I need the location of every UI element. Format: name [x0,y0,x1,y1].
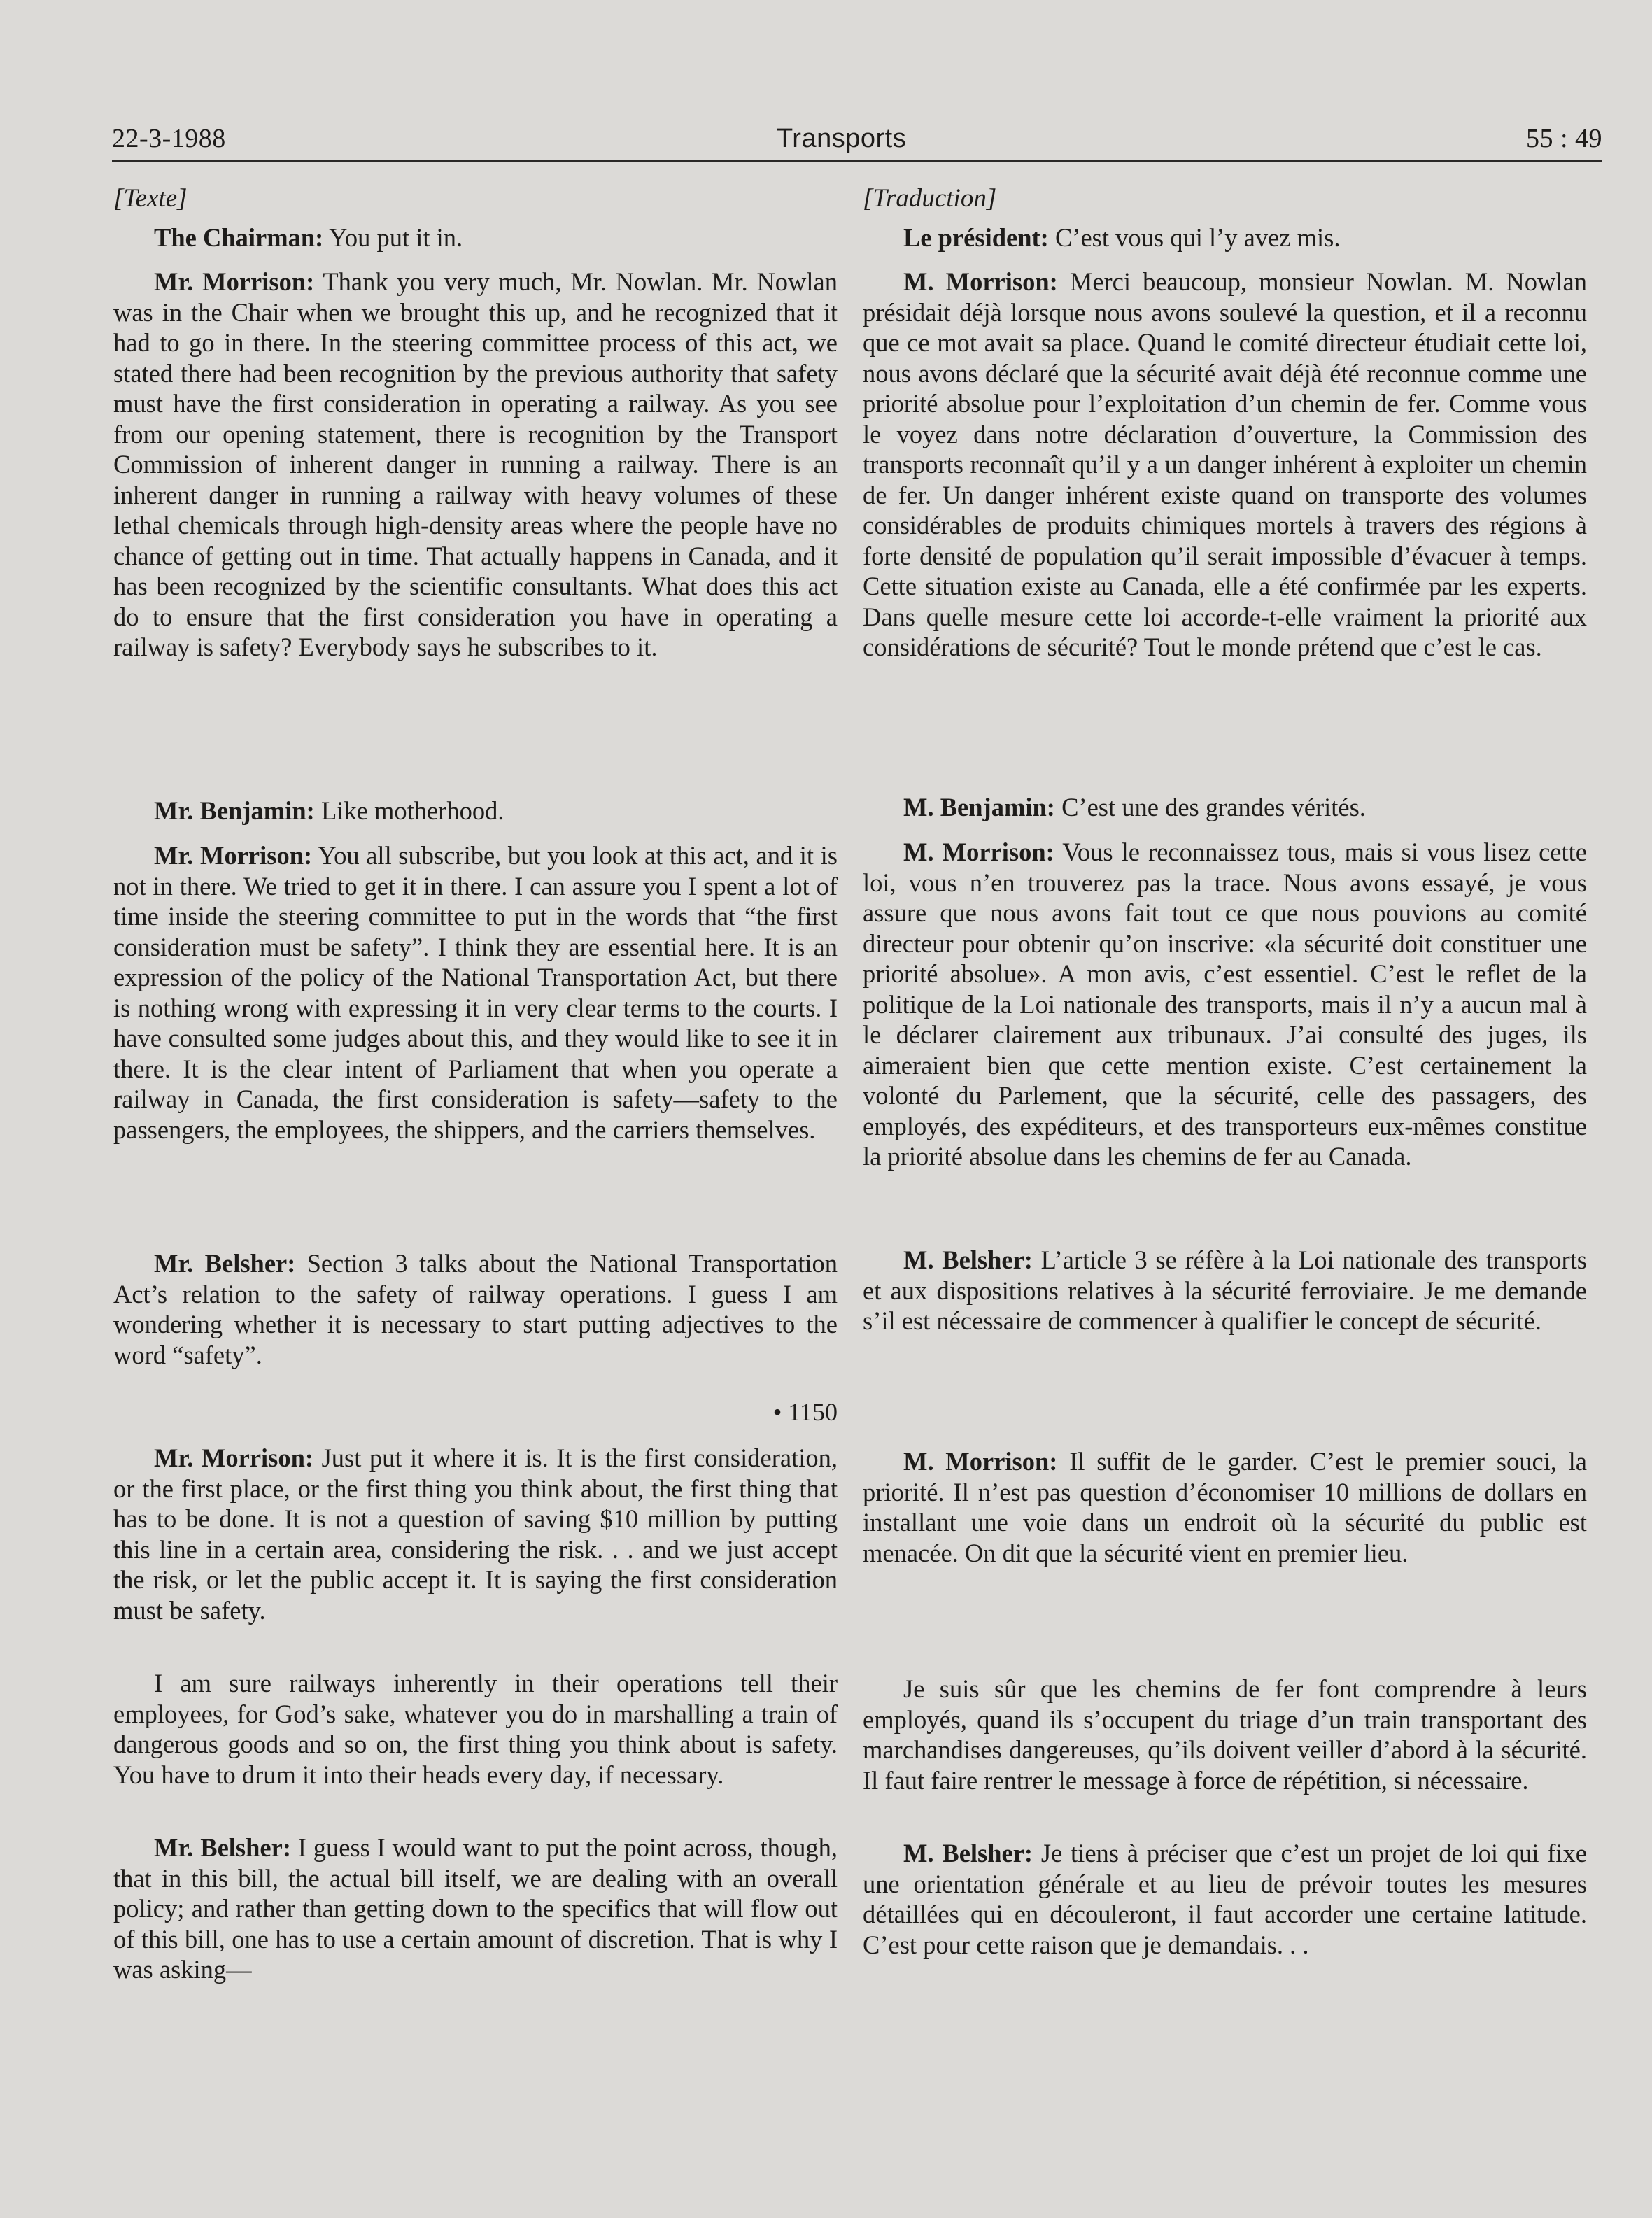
speech-text: C’est vous qui l’y avez mis. [1048,223,1341,252]
paragraph [863,1245,1587,1336]
speech-text: Vous le reconnaissez tous, mais si vous lisez cette loi, vous n’en trouverez pas la trace. Nous avons essayé, je vous assure que nous avons fait tout ce que nous pouvions au comité directeur pour obtenir qu’on inscrive: «la sécurité doit constituer une priorité absolue». A mon avis, c’est essentiel. C’est le reflet de la politique de la Loi nationale des transports, mais il n’y a aucun mal à le déclarer clairement aux tribunaux. J’ai consulté des juges, ils aimeraient bien que cette mention existe. C’est certainement la volonté du Parlement, que la sécurité, celle des passagers, des employés, des expéditeurs, et des transporteurs eux-mêmes constitue la priorité absolue dans les chemins de fer au Canada. [863,838,1587,1171]
speech-text: Il suffit de le garder. C’est le premier souci, la priorité. Il n’est pas question d’économiser 10 millions de dollars en installant une voie dans un endroit où la sécurité du public est menacée. On dit que la sécurité vient en premier lieu. [863,1447,1587,1567]
speech-text: I guess I would want to put the point across, though, that in this bill, the actual bill itself, we are dealing with an overall policy; and rather than getting down to the specifics that will flow out of this bill, one has to use a certain amount of discretion. That is why I was asking— [113,1833,838,1984]
speech-text: You put it in. [323,223,463,252]
language-tag-traduction: [Traduction] [863,184,997,213]
header-rule [112,160,1602,162]
header-date: 22-3-1988 [112,124,226,153]
speaker-name: M. Morrison: [903,267,1058,296]
language-tag-texte: [Texte] [113,184,188,213]
speech-text: Je tiens à préciser que c’est un projet de loi qui fixe une orientation générale et au lieu de prévoir toutes les mesures détaillées qui en découleront, il faut accorder une certaine latitude. C’est pour cette raison que je demandais. . . [863,1839,1587,1959]
speaker-name: Mr. Morrison: [154,1443,314,1472]
paragraph [863,792,1587,823]
speaker-name: Mr. Morrison: [154,267,315,296]
paragraph [863,1446,1587,1568]
speaker-name: M. Benjamin: [903,793,1055,821]
speaker-name: Mr. Benjamin: [154,796,315,825]
paragraph [113,222,838,253]
speech-text: Like motherhood. [314,796,504,825]
speech-text: C’est une des grandes vérités. [1054,793,1366,821]
paragraph [113,1668,838,1790]
speaker-name: M. Belsher: [903,1839,1033,1867]
paragraph [863,837,1587,1172]
speaker-name: Mr. Belsher: [154,1249,296,1278]
paragraph [113,840,838,1145]
speaker-name: M. Belsher: [903,1245,1033,1274]
speaker-name: M. Morrison: [903,1447,1058,1476]
speaker-name: Mr. Belsher: [154,1833,291,1862]
speech-text: Merci beaucoup, monsieur Nowlan. M. Nowlan présidait déjà lorsque nous avons soulevé la question, et il a reconnu que ce mot avait sa place. Quand le comité directeur étudiait cette loi, nous avons déclaré que la sécurité avait déjà été reconnue comme une priorité absolue pour l’exploitation d’un chemin de fer. Comme vous le voyez dans notre déclaration d’ouverture, la Commission des transports reconnaît qu’il y a un danger inhérent à exploiter un chemin de fer. Un danger inhérent existe quand on transporte des volumes considérables de produits chimiques mortels à travers des régions à forte densité de population qu’il serait impossible d’évacuer à temps. Cette situation existe au Canada, elle a été confirmée par les experts. Dans quelle mesure cette loi accorde-t-elle vraiment la priorité aux considérations de sécurité? Tout le monde prétend que c’est le cas. [863,267,1587,661]
paragraph [863,267,1587,663]
paragraph [113,1443,838,1625]
speech-text: Section 3 talks about the National Transportation Act’s relation to the safety of railway operations. I guess I am wondering whether it is necessary to start putting adjectives to the word “safety”. [113,1249,838,1369]
paragraph [863,222,1587,253]
paragraph [863,1674,1587,1795]
speaker-name: Mr. Morrison: [154,841,313,870]
speech-text: Je suis sûr que les chemins de fer font comprendre à leurs employés, quand ils s’occupent du triage d’un train transportant des marchandises dangereuses, qu’ils doivent veiller d’abord à la sécurité. Il faut faire rentrer le message à force de répétition, si nécessaire. [863,1674,1587,1795]
speech-text: Just put it where it is. It is the first consideration, or the first place, or the first thing you think about, the first thing that has to be done. It is not a question of saving $10 million by putting this line in a certain area, considering the risk. . . and we just accept the risk, or let the public accept it. It is saying the first consideration must be safety. [113,1443,838,1625]
speaker-name: Le président: [903,223,1049,252]
paragraph [113,1832,838,1985]
page-header [112,120,1602,162]
speaker-name: M. Morrison: [903,838,1054,866]
time-marker: • 1150 [772,1398,838,1426]
paragraph [113,267,838,663]
speaker-name: The Chairman: [154,223,324,252]
paragraph [863,1838,1587,1960]
speech-text: You all subscribe, but you look at this act, and it is not in there. We tried to get it in there. I can assure you I spent a lot of time inside the steering committee to put in the words that “the first consideration must be safety”. I think they are essential here. It is an expression of the policy of the National Transportation Act, but there is nothing wrong with expressing it in very clear terms to the courts. I have consulted some judges about this, and they would like to see it in there. It is the clear intent of Parliament that when you operate a railway in Canada, the first consideration is safety—safety to the passengers, the employees, the shippers, and the carriers themselves. [113,841,838,1144]
header-title: Transports [777,124,907,153]
speech-text: I am sure railways inherently in their operations tell their employees, for God’s sake, whatever you do in marshalling a train of dangerous goods and so on, the first thing you think about is safety. You have to drum it into their heads every day, if necessary. [113,1669,838,1789]
paragraph [113,796,838,826]
paragraph [113,1248,838,1370]
speech-text: L’article 3 se réfère à la Loi nationale des transports et aux dispositions relatives à la sécurité ferroviaire. Je me demande s’il est nécessaire de commencer à qualifier le concept de sécurité. [863,1245,1587,1335]
speech-text: Thank you very much, Mr. Nowlan. Mr. Nowlan was in the Chair when we brought this up, and he recognized that it had to go in there. In the steering committee process of this act, we stated there had been recognition by the previous authority that safety must have the first consideration in operating a railway. As you see from our opening statement, there is recognition by the Transport Commission of inherent danger in running a railway. There is an inherent danger in running a railway with heavy volumes of these lethal chemicals through high-density areas where the people have no chance of getting out in time. That actually happens in Canada, and it has been recognized by the scientific consultants. What does this act do to ensure that the first consideration you have in operating a railway is safety? Everybody says he subscribes to it. [113,267,838,661]
header-page-number: 55 : 49 [1525,124,1602,153]
